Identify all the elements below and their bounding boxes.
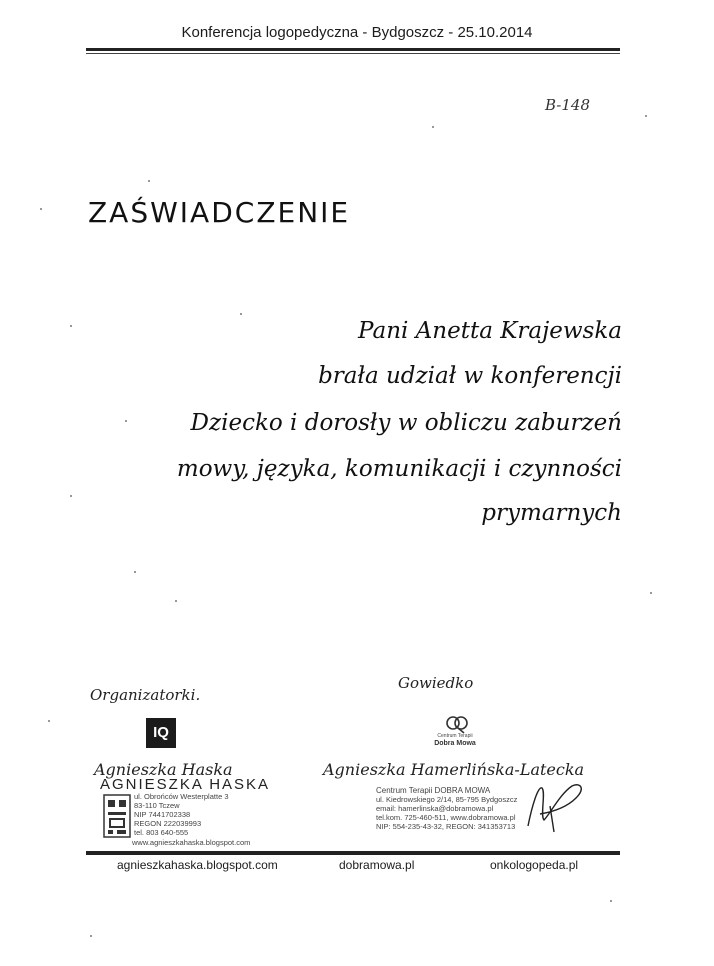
footer-link-onkologopeda: onkologopeda.pl <box>490 858 579 872</box>
conference-topic-line-1: Dziecko i dorosły w obliczu zaburzeń <box>190 410 622 436</box>
stamp-line: NIP: 554-235-43-32, REGON: 341353713 <box>376 822 516 831</box>
stamp-line: tel. 803 640-555 <box>134 828 189 837</box>
stamp-address-right <box>376 786 531 831</box>
logo-caption-small: Centrum Terapii <box>437 733 473 739</box>
stamp-line: email: hamerlinska@dobramowa.pl <box>376 804 494 813</box>
handwritten-signature-top: Gowiedko <box>398 674 474 692</box>
recipient-line: Pani Anetta Krajewska <box>358 318 622 344</box>
handwritten-signature-icon <box>520 776 590 836</box>
reference-number: B-148 <box>545 96 590 114</box>
stamp-title-left: AGNIESZKA HASKA <box>100 776 271 793</box>
participation-line: brała udział w konferencji <box>318 363 622 389</box>
stamp-line: Centrum Terapii DOBRA MOWA <box>376 786 491 795</box>
conference-header: Konferencja logopedyczna - Bydgoszcz - 25.10.2014 <box>181 24 533 41</box>
conference-topic-line-3: prymarnych <box>481 500 622 526</box>
stamp-line: ul. Kiedrowskiego 2/14, 85-795 Bydgoszcz <box>376 795 518 804</box>
stamp-line: ul. Obrońców Westerplatte 3 <box>134 792 229 801</box>
stamp-line: 83-110 Tczew <box>134 801 180 810</box>
stamp-line: NIP 7441702338 <box>134 810 191 819</box>
iq-logo: IQ <box>146 718 176 748</box>
stamp-website-left: www.agnieszkahaska.blogspot.com <box>132 838 251 847</box>
stamp-line: tel.kom. 725-460-511, www.dobramowa.pl <box>376 813 516 822</box>
stamp-line: REGON 222039993 <box>134 819 202 828</box>
organizers-label: Organizatorki. <box>90 686 201 704</box>
stamp-address-left <box>134 792 229 837</box>
organizer-name-left: Agnieszka Haska <box>94 760 233 779</box>
organizer-name-right: Agnieszka Hamerlińska-Latecka <box>323 760 585 779</box>
footer-rule <box>86 851 620 855</box>
logo-caption: Dobra Mowa <box>434 740 476 747</box>
certificate-title: ZAŚWIADCZENIE <box>88 196 351 229</box>
header-rule-thin <box>86 53 620 54</box>
dobra-mowa-logo-icon <box>444 714 470 734</box>
header-rule <box>86 48 620 51</box>
stamp-qr-icon <box>103 794 131 838</box>
conference-topic-line-2: mowy, języka, komunikacji i czynności <box>176 456 622 482</box>
footer-link-haska: agnieszkahaska.blogspot.com <box>117 858 278 872</box>
footer-link-dobramowa: dobramowa.pl <box>339 858 415 872</box>
